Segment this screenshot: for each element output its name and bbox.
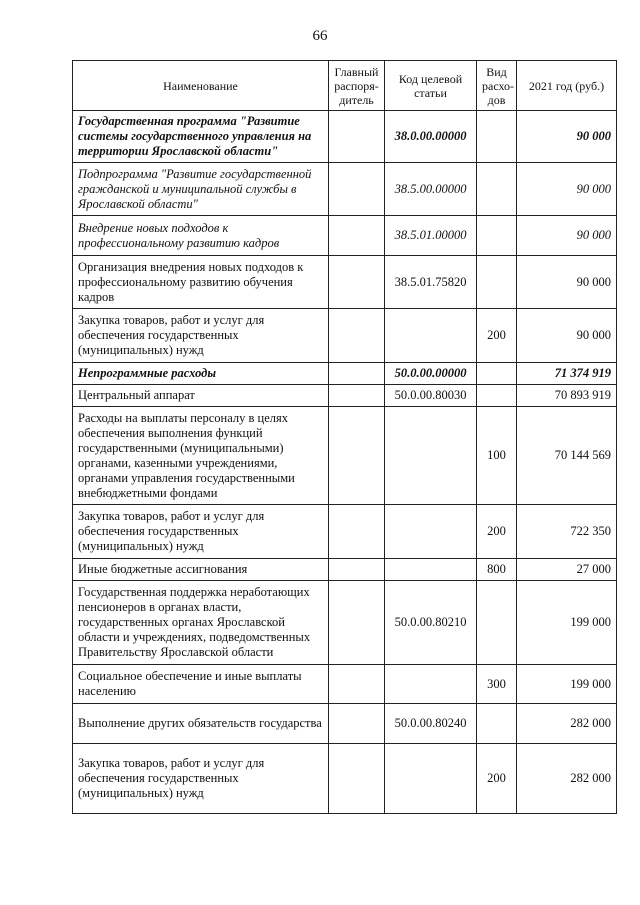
row-admin [329, 581, 385, 665]
row-amount: 282 000 [517, 744, 617, 814]
row-admin [329, 309, 385, 363]
row-type: 200 [477, 309, 517, 363]
row-type [477, 363, 517, 385]
row-name: Центральный аппарат [73, 385, 329, 407]
row-admin [329, 505, 385, 559]
row-amount: 199 000 [517, 665, 617, 704]
row-type: 200 [477, 505, 517, 559]
row-type: 100 [477, 407, 517, 505]
row-amount: 70 144 569 [517, 407, 617, 505]
table-row [73, 744, 617, 814]
row-code: 50.0.00.80030 [385, 385, 477, 407]
table-row [73, 309, 617, 363]
table-row [73, 665, 617, 704]
row-type [477, 216, 517, 256]
row-admin [329, 385, 385, 407]
row-code [385, 407, 477, 505]
table-row [73, 704, 617, 744]
row-name: Государственная поддержка неработающих пенсионеров в органах власти, государственных органах Ярославской области и учреждениях, подведомственных Правительству Ярославской области [73, 581, 329, 665]
table-row [73, 256, 617, 309]
row-type: 800 [477, 559, 517, 581]
row-type [477, 256, 517, 309]
row-name: Социальное обеспечение и иные выплаты населению [73, 665, 329, 704]
row-amount: 722 350 [517, 505, 617, 559]
table-row [73, 111, 617, 163]
row-code [385, 744, 477, 814]
row-name: Организация внедрения новых подходов к профессиональному развитию обучения кадров [73, 256, 329, 309]
row-amount: 90 000 [517, 256, 617, 309]
row-type [477, 111, 517, 163]
row-code: 38.5.00.00000 [385, 163, 477, 216]
table-row [73, 385, 617, 407]
row-code: 38.5.01.00000 [385, 216, 477, 256]
row-type [477, 163, 517, 216]
header-amount: 2021 год (руб.) [517, 61, 617, 111]
table-row [73, 581, 617, 665]
row-admin [329, 256, 385, 309]
row-name: Закупка товаров, работ и услуг для обеспечения государственных (муниципальных) нужд [73, 505, 329, 559]
header-admin: Главный распоря-дитель [329, 61, 385, 111]
row-admin [329, 665, 385, 704]
row-admin [329, 559, 385, 581]
budget-table [72, 60, 617, 814]
header-name: Наименование [73, 61, 329, 111]
row-amount: 71 374 919 [517, 363, 617, 385]
header-code: Код целевой статьи [385, 61, 477, 111]
row-code: 38.0.00.00000 [385, 111, 477, 163]
table-row [73, 505, 617, 559]
table-header-row [73, 61, 617, 111]
row-code [385, 559, 477, 581]
row-name: Выполнение других обязательств государства [73, 704, 329, 744]
row-name: Расходы на выплаты персоналу в целях обеспечения выполнения функций государственными (муниципальными) органами, казенными учреждениями, органами управления государственными внебюджетными фондами [73, 407, 329, 505]
row-name: Закупка товаров, работ и услуг для обеспечения государственных (муниципальных) нужд [73, 744, 329, 814]
row-admin [329, 163, 385, 216]
row-type [477, 704, 517, 744]
row-type [477, 581, 517, 665]
row-name: Государственная программа "Развитие системы государственного управления на территории Ярославской области" [73, 111, 329, 163]
row-amount: 70 893 919 [517, 385, 617, 407]
row-admin [329, 407, 385, 505]
row-name: Непрограммные расходы [73, 363, 329, 385]
row-code [385, 665, 477, 704]
table-row [73, 407, 617, 505]
row-name: Закупка товаров, работ и услуг для обеспечения государственных (муниципальных) нужд [73, 309, 329, 363]
row-name: Подпрограмма "Развитие государственной гражданской и муниципальной службы в Ярославской области" [73, 163, 329, 216]
row-name: Иные бюджетные ассигнования [73, 559, 329, 581]
row-code: 50.0.00.00000 [385, 363, 477, 385]
table-row [73, 163, 617, 216]
row-type [477, 385, 517, 407]
row-code [385, 309, 477, 363]
row-amount: 27 000 [517, 559, 617, 581]
header-type: Вид расхо-дов [477, 61, 517, 111]
row-admin [329, 744, 385, 814]
page-number: 66 [312, 28, 328, 44]
row-type: 300 [477, 665, 517, 704]
row-amount: 90 000 [517, 163, 617, 216]
row-code: 50.0.00.80210 [385, 581, 477, 665]
row-code: 38.5.01.75820 [385, 256, 477, 309]
row-admin [329, 704, 385, 744]
table-row [73, 363, 617, 385]
row-admin [329, 363, 385, 385]
row-amount: 90 000 [517, 309, 617, 363]
table-row [73, 559, 617, 581]
table-row [73, 216, 617, 256]
row-name: Внедрение новых подходов к профессиональному развитию кадров [73, 216, 329, 256]
row-admin [329, 111, 385, 163]
row-amount: 282 000 [517, 704, 617, 744]
row-type: 200 [477, 744, 517, 814]
row-code: 50.0.00.80240 [385, 704, 477, 744]
row-admin [329, 216, 385, 256]
row-amount: 90 000 [517, 216, 617, 256]
row-code [385, 505, 477, 559]
row-amount: 90 000 [517, 111, 617, 163]
row-amount: 199 000 [517, 581, 617, 665]
